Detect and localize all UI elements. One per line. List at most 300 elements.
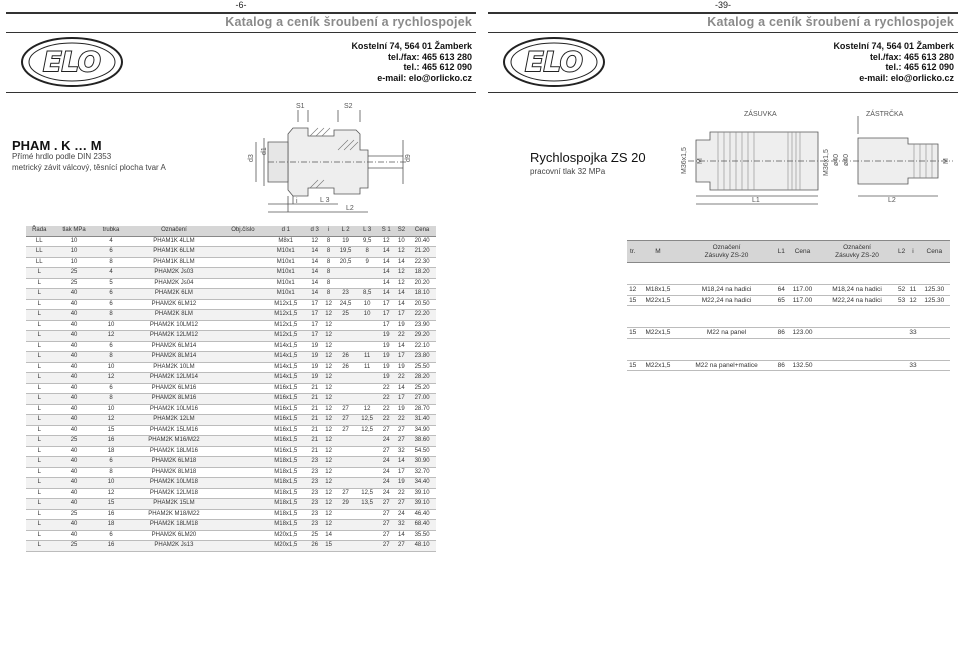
table-cell: 54.50 [408,446,436,457]
table-cell: 35.50 [408,530,436,541]
table-cell: 86 [776,360,787,371]
elo-logo [20,36,125,88]
table-cell: 12 [322,509,334,520]
table-cell: L [26,415,53,426]
table-cell: 15 [627,328,638,339]
table-cell [335,278,357,289]
table-cell: PHAM2K 18LM16 [126,446,221,457]
table-cell: 123.00 [787,328,818,339]
table-cell [896,328,907,339]
table-cell: 20,5 [335,257,357,268]
label-m-right: M [943,158,950,164]
table-cell: 17 [395,352,409,363]
table-cell: 40 [53,394,96,405]
table-cell: 8 [96,257,127,268]
table-cell: LL [26,236,53,247]
table-cell [776,263,787,285]
table-cell [221,394,264,405]
table-cell: 17 [395,467,409,478]
table-row [627,360,950,371]
table-cell [221,331,264,342]
table-cell: M22 na panel [678,328,776,339]
table-cell: PHAM2K Js13 [126,541,221,552]
col-oznaceni: Označení [126,226,221,236]
table-cell: 23 [307,509,322,520]
table-cell [221,278,264,289]
table-cell: 14 [322,530,334,541]
table-row [26,425,436,436]
contact-email[interactable]: e-mail: elo@orlicko.cz [859,72,954,83]
table-cell: PHAM2K 10LM [126,362,221,373]
table-cell: PHAM2K 8LM [126,310,221,321]
table-cell: M12x1,5 [264,310,307,321]
col-l2: L2 [896,241,907,263]
contact-tel: tel.: 465 612 090 [403,62,472,72]
table-row [26,289,436,300]
table-cell: 27 [335,488,357,499]
table-cell: 10 [96,404,127,415]
table-cell: 25.20 [408,383,436,394]
table-cell [221,530,264,541]
table-cell [335,320,357,331]
table-cell [221,436,264,447]
table-cell [678,306,776,328]
table-cell: M22 na panel+matice [678,360,776,371]
table-cell: L [26,530,53,541]
col-d3: d 3 [307,226,322,236]
table-cell: 21.20 [408,247,436,258]
table-cell: 12 [322,404,334,415]
table-cell: 27 [378,530,395,541]
table-row [26,247,436,258]
table-cell [221,236,264,247]
table-cell: 17 [307,310,322,321]
table-header-row [26,226,436,236]
table-cell: 27 [378,425,395,436]
table-cell: 10 [53,247,96,258]
table-cell: 15 [627,360,638,371]
table-cell [638,263,677,285]
table-cell: L [26,425,53,436]
col-l3: L 3 [356,226,378,236]
header-rule-bottom [6,92,476,93]
table-cell: 10 [53,257,96,268]
table-cell: 86 [776,328,787,339]
table-cell: M18,24 na hadici [818,285,896,296]
col-tlak: tlak MPa [53,226,96,236]
table-cell: PHAM2K M16/M22 [126,436,221,447]
table-cell: 25 [335,310,357,321]
table-cell: 27 [335,425,357,436]
table-row [26,404,436,415]
table-cell [221,383,264,394]
table-cell: M14x1,5 [264,362,307,373]
table-cell: 40 [53,467,96,478]
table-cell [335,509,357,520]
table-cell: 18 [96,520,127,531]
table-cell: 32 [395,446,409,457]
table-cell: 10 [96,478,127,489]
contact-telfax: tel./fax: 465 613 280 [387,51,472,62]
table-cell: PHAM2K Js03 [126,268,221,279]
table-cell: L [26,268,53,279]
table-row [26,509,436,520]
contact-address: Kostelní 74, 564 01 Žamberk [351,41,472,51]
table-cell: 40 [53,320,96,331]
table-cell: L [26,446,53,457]
logo-text: ELO [525,47,583,78]
table-cell: 12 [322,425,334,436]
coupling-drawing [681,104,958,210]
table-cell: 21 [307,394,322,405]
table-cell: M18x1,5 [264,509,307,520]
pham-table [26,226,436,552]
table-cell [221,310,264,321]
table-cell: 9,5 [356,236,378,247]
table-cell [221,320,264,331]
table-cell: 48.10 [408,541,436,552]
table-cell: 6 [96,247,127,258]
table-cell: 17 [378,310,395,321]
table-cell: 10 [53,236,96,247]
table-cell: 12 [395,278,409,289]
table-cell [919,306,950,328]
table-cell: M18,24 na hadici [678,285,776,296]
table-cell [907,338,918,360]
table-cell: 10 [96,362,127,373]
table-cell: 24 [395,509,409,520]
label-zasuvka: ZÁSUVKA [744,111,777,118]
table-row [26,415,436,426]
label-m36-left: M36x1,5 [681,147,688,174]
table-cell: 22.30 [408,257,436,268]
table-row [26,341,436,352]
table-cell [221,247,264,258]
table-cell [907,306,918,328]
table-cell: L [26,478,53,489]
table-cell: PHAM2K 12LM12 [126,331,221,342]
table-cell: 23 [307,478,322,489]
table-cell: 40 [53,457,96,468]
table-cell: 6 [96,289,127,300]
table-cell: 8 [322,257,334,268]
table-cell: 6 [96,530,127,541]
table-cell: 24 [378,436,395,447]
table-cell: L [26,289,53,300]
table-cell: 15 [627,295,638,306]
table-cell: L [26,331,53,342]
section-subtitle: pracovní tlak 32 MPa [530,167,606,176]
table-cell: 25 [53,278,96,289]
table-cell: M16x1,5 [264,404,307,415]
col-cena-1: Cena [787,241,818,263]
page-number: -39- [714,0,731,10]
table-cell: 20.40 [408,236,436,247]
table-cell: 14 [378,268,395,279]
table-spacer-row [627,338,950,360]
table-cell: 12 [96,415,127,426]
table-cell: 34.40 [408,478,436,489]
contact-block [833,41,954,83]
col-oznaceni-zastrcky: Označení Zásuvky ZS-20 [818,241,896,263]
label-s2: S2 [344,103,353,110]
table-cell: 17 [307,299,322,310]
section-subtitle: Přímé hrdlo podle DIN 2353 metrický závit válcový, těsnící plocha tvar A [12,152,166,172]
table-cell: 40 [53,362,96,373]
table-cell: 15 [96,499,127,510]
table-cell: 30.90 [408,457,436,468]
table-cell: 40 [53,478,96,489]
table-cell: 22.20 [408,310,436,321]
table-cell: 17 [307,331,322,342]
table-cell: 8,5 [356,289,378,300]
table-cell: M12x1,5 [264,299,307,310]
table-cell [335,383,357,394]
table-cell: 40 [53,425,96,436]
table-cell: 26 [335,362,357,373]
table-cell: M22,24 na hadici [678,295,776,306]
table-cell [221,373,264,384]
table-cell: 28.20 [408,373,436,384]
section-title: Rychlospojka ZS 20 [530,150,646,165]
table-cell: 40 [53,520,96,531]
table-cell: M18x1,5 [264,520,307,531]
table-cell [221,467,264,478]
table-cell: M20x1,5 [264,530,307,541]
table-row [26,499,436,510]
table-cell: 40 [53,404,96,415]
table-row [26,362,436,373]
table-cell [776,306,787,328]
col-rada: Řada [26,226,53,236]
table-cell [776,338,787,360]
table-cell: 19 [395,404,409,415]
table-cell: 33 [907,360,918,371]
table-cell [335,268,357,279]
table-cell: 40 [53,383,96,394]
logo-text: ELO [43,47,101,78]
table-cell: 16 [96,509,127,520]
table-row [26,310,436,321]
table-cell: L [26,362,53,373]
table-cell: 19 [378,362,395,373]
table-cell [221,488,264,499]
table-cell: 12 [96,488,127,499]
section-title: PHAM . K … M [12,138,102,153]
header-rule-bottom [488,92,958,93]
table-cell: 6 [96,299,127,310]
table-cell: 125.30 [919,295,950,306]
table-cell: PHAM2K 10LM12 [126,320,221,331]
label-d40-a: ø40 [833,153,840,166]
table-cell: 14 [378,278,395,289]
table-cell [627,338,638,360]
table-cell: M22x1,5 [638,360,677,371]
page-number: -6- [235,0,247,10]
table-cell [356,278,378,289]
table-cell: 11 [356,362,378,373]
table-cell: 22 [395,488,409,499]
table-header-row [627,241,950,263]
col-l1: L1 [776,241,787,263]
table-cell: 8 [96,467,127,478]
table-cell [787,338,818,360]
table-cell [221,415,264,426]
table-cell: 12 [322,436,334,447]
header-title: Katalog a ceník šroubení a rychlospojek [707,15,954,29]
table-cell: 125.30 [919,285,950,296]
table-cell: 14 [395,257,409,268]
table-cell: PHAM2K Js04 [126,278,221,289]
table-cell: PHAM1K 8LLM [126,257,221,268]
table-cell: 22.10 [408,341,436,352]
col-trubka: trubka [96,226,127,236]
table-cell: 39.10 [408,499,436,510]
table-cell [221,362,264,373]
table-cell [896,263,907,285]
table-cell [335,541,357,552]
table-cell: L [26,394,53,405]
table-cell: 17 [378,320,395,331]
table-cell: 19 [378,341,395,352]
table-cell: 29.20 [408,331,436,342]
table-cell: PHAM2K 8LM14 [126,352,221,363]
table-cell: 21 [307,383,322,394]
table-cell: L [26,383,53,394]
table-cell: L [26,509,53,520]
table-cell: 40 [53,310,96,321]
table-cell [221,457,264,468]
table-cell: M16x1,5 [264,394,307,405]
table-cell [356,436,378,447]
table-cell: M12x1,5 [264,331,307,342]
table-cell: PHAM2K 12LM [126,415,221,426]
table-cell [356,457,378,468]
table-cell [919,360,950,371]
table-cell: 8 [322,289,334,300]
table-cell: 39.10 [408,488,436,499]
table-cell: 15 [96,425,127,436]
table-cell [356,478,378,489]
table-cell [335,394,357,405]
right-page [488,0,958,672]
table-cell: 27 [378,499,395,510]
table-cell: 14 [307,257,322,268]
table-cell: M12x1,5 [264,320,307,331]
table-cell: 14 [307,278,322,289]
table-row [26,331,436,342]
table-cell: M16x1,5 [264,425,307,436]
table-cell [356,341,378,352]
table-cell [356,530,378,541]
table-cell: 46.40 [408,509,436,520]
table-cell: 8 [96,352,127,363]
table-cell: 117.00 [787,285,818,296]
table-cell: 12 [322,299,334,310]
table-cell: PHAM2K 12LM14 [126,373,221,384]
table-cell: M22x1,5 [638,328,677,339]
table-cell: M16x1,5 [264,415,307,426]
table-cell: L [26,488,53,499]
table-row [26,446,436,457]
table-cell [221,404,264,415]
table-cell: 22 [378,404,395,415]
contact-block [351,41,472,83]
table-row [26,541,436,552]
table-cell: 19 [335,236,357,247]
table-cell: 27 [335,404,357,415]
table-row [26,373,436,384]
table-cell [638,306,677,328]
table-cell: 14 [395,299,409,310]
table-cell [356,268,378,279]
table-cell: L [26,299,53,310]
table-cell: 14 [395,530,409,541]
header-rule-lower [488,32,958,33]
table-cell: PHAM1K 4LLM [126,236,221,247]
table-cell: 12 [322,415,334,426]
table-cell: M18x1,5 [264,499,307,510]
table-cell: 29 [335,499,357,510]
table-cell: 14 [378,289,395,300]
table-cell [896,338,907,360]
table-cell: 20.50 [408,299,436,310]
table-cell: 12,5 [356,415,378,426]
table-cell [919,263,950,285]
table-cell: 12 [395,268,409,279]
table-cell: M18x1,5 [264,457,307,468]
table-cell [356,446,378,457]
table-cell [335,467,357,478]
table-cell: M16x1,5 [264,436,307,447]
table-row [627,285,950,296]
table-cell: 8 [322,278,334,289]
table-cell: 132.50 [787,360,818,371]
table-cell: L [26,278,53,289]
table-cell: 19 [378,373,395,384]
table-cell: PHAM2K 10LM16 [126,404,221,415]
table-cell: 10 [356,299,378,310]
contact-email[interactable]: e-mail: elo@orlicko.cz [377,72,472,83]
table-cell: 68.40 [408,520,436,531]
table-cell: PHAM2K M18/M22 [126,509,221,520]
table-cell [221,478,264,489]
col-oznaceni-zasuvky: Označení Zásuvky ZS-20 [678,241,776,263]
table-cell: PHAM2K 6LM [126,289,221,300]
table-row [26,394,436,405]
col-cena-2: Cena [919,241,950,263]
table-cell [221,499,264,510]
table-cell: 23.90 [408,320,436,331]
table-cell: PHAM2K 8LM18 [126,467,221,478]
table-cell: 19 [307,362,322,373]
contact-telfax: tel./fax: 465 613 280 [869,51,954,62]
table-cell: 17 [307,320,322,331]
table-cell: L [26,467,53,478]
table-cell: 23 [307,467,322,478]
table-cell: 19 [307,341,322,352]
table-cell: M10x1 [264,278,307,289]
table-cell: M20x1,5 [264,541,307,552]
table-cell: 19 [307,373,322,384]
table-cell: 22 [378,415,395,426]
table-cell: 27 [378,541,395,552]
table-cell: 14 [307,247,322,258]
table-cell: 28.70 [408,404,436,415]
table-cell [627,306,638,328]
table-cell [221,446,264,457]
table-cell: L [26,310,53,321]
